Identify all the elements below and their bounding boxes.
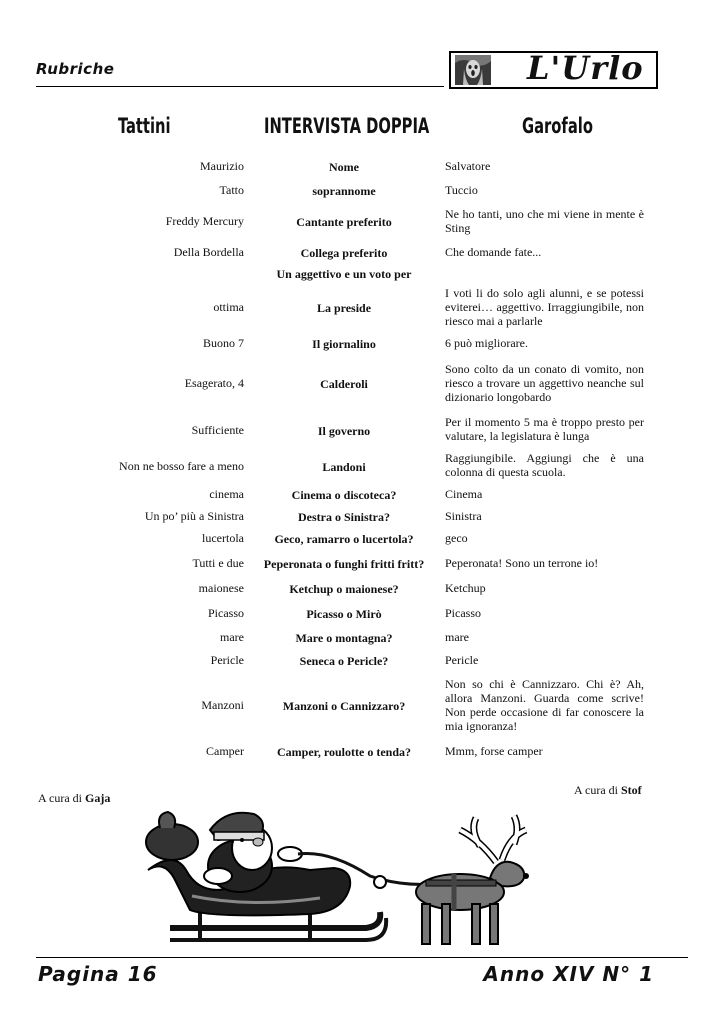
page-number: Pagina 16 — [38, 962, 158, 986]
left-answer: Picasso — [208, 606, 244, 620]
question: Manzoni o Cannizzaro? — [282, 699, 406, 713]
right-answer: Peperonata! Sono un terrone io! — [445, 556, 599, 570]
question: Collega preferito — [300, 246, 388, 260]
left-answer: mare — [220, 630, 244, 644]
right-answer: Non so chi è Cannizzaro. Chi è? Ah, allora Manzoni. Guarda come scrive! Non perde occasione di far conoscere la mia ignoranza! — [445, 677, 644, 733]
right-answer: Mmm, forse camper — [445, 744, 543, 758]
logo-text: L'Urlo — [527, 49, 644, 87]
left-answer: Un po’ più a Sinistra — [144, 509, 244, 523]
question: Cinema o discoteca? — [291, 488, 397, 502]
question: Il governo — [317, 424, 371, 438]
right-answer: Tuccio — [445, 183, 478, 197]
left-answer: cinema — [209, 487, 244, 501]
right-answer: Salvatore — [445, 159, 491, 173]
left-answer: Esagerato, 4 — [184, 376, 244, 390]
question: Il giornalino — [312, 337, 376, 351]
question: soprannome — [312, 184, 376, 198]
left-answer: Sufficiente — [191, 423, 244, 437]
right-answer: Picasso — [445, 606, 481, 620]
right-answer: Sono colto da un conato di vomito, non riesco a trovare un aggettivo neanche sul dizionario longobardo — [445, 362, 644, 404]
right-answer: Che domande fate... — [445, 245, 542, 259]
section-title: Rubriche — [36, 60, 115, 78]
right-answer: Ne ho tanti, uno che mi viene in mente è Sting — [445, 207, 644, 235]
right-answer: Cinema — [445, 487, 483, 501]
question: Seneca o Pericle? — [299, 654, 389, 668]
question: Landoni — [322, 460, 366, 474]
right-answer: Sinistra — [445, 509, 482, 523]
scream-image — [455, 55, 491, 85]
left-answer: Camper — [206, 744, 244, 758]
credit-left — [38, 791, 110, 806]
left-answer: Buono 7 — [202, 336, 244, 350]
left-answer: Manzoni — [201, 698, 244, 712]
credit-right — [574, 783, 642, 798]
question: Calderoli — [320, 377, 368, 391]
left-answer: Tatto — [219, 183, 244, 197]
right-answer: Raggiungibile. Aggiungi che è una colonna di questa scuola. — [445, 451, 644, 479]
question: Ketchup o maionese? — [289, 582, 399, 596]
question: Geco, ramarro o lucertola? — [274, 532, 414, 546]
right-answer: I voti li do solo agli alunni, e se potessi eviterei… aggettivo. Irraggiungibile, non riesco mai a parlarle — [445, 286, 644, 328]
right-answer: mare — [445, 630, 469, 644]
left-answer: Non ne bosso fare a meno — [119, 459, 244, 473]
interviewee-left-name: Tattini — [118, 114, 171, 138]
question: Nome — [329, 160, 359, 174]
question: Camper, roulotte o tenda? — [277, 745, 411, 759]
question: Mare o montagna? — [295, 631, 393, 645]
interviewee-right-name: Garofalo — [522, 114, 593, 138]
credit-prefix: A cura di — [574, 783, 618, 797]
credit-prefix: A cura di — [38, 791, 82, 805]
question: Peperonata o funghi fritti fritt? — [263, 557, 425, 571]
left-answer: Freddy Mercury — [165, 214, 244, 228]
right-answer: Pericle — [445, 653, 479, 667]
question: Cantante preferito — [296, 215, 392, 229]
question: La preside — [316, 301, 372, 315]
question: Picasso o Mirò — [306, 607, 382, 621]
question: Un aggettivo e un voto per — [276, 267, 412, 281]
header-rule — [36, 86, 444, 87]
right-answer: 6 può migliorare. — [445, 336, 528, 350]
left-answer: Della Bordella — [173, 245, 244, 259]
left-answer: Pericle — [210, 653, 244, 667]
masthead-logo — [449, 51, 658, 89]
issue-number: Anno XIV N° 1 — [483, 962, 654, 986]
right-answer: Ketchup — [445, 581, 486, 595]
left-answer: lucertola — [202, 531, 244, 545]
right-answer: Per il momento 5 ma è troppo presto per valutare, la legislatura è lunga — [445, 415, 644, 443]
santa-sleigh-illustration — [130, 800, 530, 957]
page-title: INTERVISTA DOPPIA — [264, 114, 430, 138]
credit-left-name: Gaja — [85, 791, 111, 805]
left-answer: Maurizio — [200, 159, 244, 173]
question: Destra o Sinistra? — [298, 510, 390, 524]
credit-right-name: Stof — [621, 783, 642, 797]
left-answer: Tutti e due — [192, 556, 244, 570]
footer-rule — [36, 957, 688, 958]
left-answer: maionese — [198, 581, 244, 595]
right-answer: geco — [445, 531, 468, 545]
left-answer: ottima — [213, 300, 244, 314]
